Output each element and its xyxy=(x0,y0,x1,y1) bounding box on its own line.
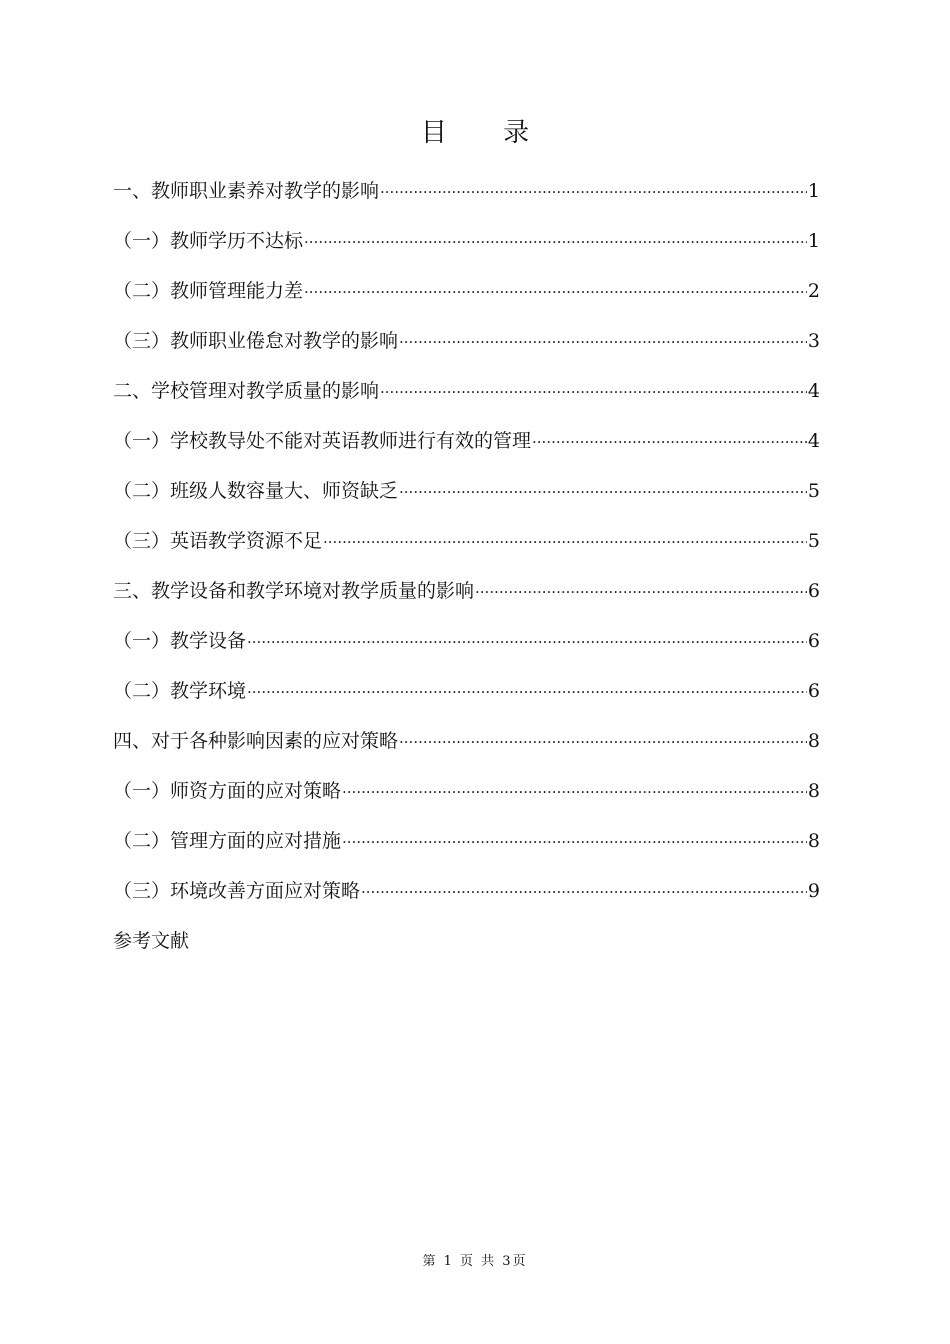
toc-page-number: 3 xyxy=(807,330,820,352)
toc-dot-leader xyxy=(380,179,807,205)
toc-dot-leader xyxy=(247,629,807,655)
toc-entry-text: 三、教学设备和教学环境对教学质量的影响 xyxy=(113,580,475,602)
toc-page-number: 8 xyxy=(807,830,820,852)
toc-dot-leader xyxy=(323,529,807,555)
toc-page-number: 4 xyxy=(807,380,820,402)
toc-page-number: 9 xyxy=(807,880,820,902)
toc-page-number: 8 xyxy=(807,780,820,802)
toc-dot-leader xyxy=(342,829,807,855)
toc-dot-leader xyxy=(342,779,807,805)
toc-dot-leader xyxy=(399,479,807,505)
toc-entry[interactable] xyxy=(113,228,820,278)
toc-entry[interactable] xyxy=(113,378,820,428)
toc-dot-leader xyxy=(304,279,807,305)
toc-entry-text: 四、对于各种影响因素的应对策略 xyxy=(113,730,399,752)
toc-entry[interactable] xyxy=(113,678,820,728)
toc-entry[interactable] xyxy=(113,828,820,878)
toc-page-number: 2 xyxy=(807,280,820,302)
toc-entry-text: 二、学校管理对教学质量的影响 xyxy=(113,380,380,402)
toc-entry[interactable] xyxy=(113,728,820,778)
toc-entry[interactable] xyxy=(113,878,820,928)
toc-dot-leader xyxy=(532,429,807,455)
toc-entry-text: （二）教学环境 xyxy=(113,680,247,702)
page-footer: 第 1 页 共 3页 xyxy=(422,1254,528,1269)
toc-page-number: 1 xyxy=(807,180,820,202)
toc-entry-text: （三）英语教学资源不足 xyxy=(113,530,323,552)
toc-entry-text: （一）师资方面的应对策略 xyxy=(113,780,342,802)
toc-dot-leader xyxy=(304,229,807,255)
toc-dot-leader xyxy=(380,379,807,405)
toc-entry-text: （一）教学设备 xyxy=(113,630,247,652)
toc-page-number: 4 xyxy=(807,430,820,452)
toc-entry[interactable] xyxy=(113,528,820,578)
toc-page-number: 5 xyxy=(807,480,820,502)
toc-entry-text: （二）班级人数容量大、师资缺乏 xyxy=(113,480,399,502)
toc-entry[interactable] xyxy=(113,778,820,828)
toc-entry[interactable] xyxy=(113,928,820,978)
toc-dot-leader xyxy=(247,679,807,705)
toc-entry[interactable] xyxy=(113,428,820,478)
toc-entry-text: （一）教师学历不达标 xyxy=(113,230,304,252)
toc-entry-text: （一）学校教导处不能对英语教师进行有效的管理 xyxy=(113,430,532,452)
toc-entry[interactable] xyxy=(113,178,820,228)
toc-entry[interactable] xyxy=(113,478,820,528)
page-title: 目 录 xyxy=(420,118,554,148)
toc-dot-leader xyxy=(475,579,807,605)
toc-entry-text: （三）环境改善方面应对策略 xyxy=(113,880,361,902)
toc-entry[interactable] xyxy=(113,278,820,328)
toc-entry[interactable] xyxy=(113,328,820,378)
toc-entry-text: （二）管理方面的应对措施 xyxy=(113,830,342,852)
toc-dot-leader xyxy=(399,329,807,355)
toc-page-number: 6 xyxy=(807,680,820,702)
toc-dot-leader xyxy=(399,729,807,755)
toc-page-number: 6 xyxy=(807,630,820,652)
table-of-contents xyxy=(113,178,820,978)
toc-entry-text: （三）教师职业倦怠对教学的影响 xyxy=(113,330,399,352)
toc-page-number: 5 xyxy=(807,530,820,552)
toc-entry[interactable] xyxy=(113,578,820,628)
toc-page-number: 1 xyxy=(807,230,820,252)
toc-page-number: 6 xyxy=(807,580,820,602)
toc-entry-text: 参考文献 xyxy=(113,930,190,952)
toc-entry-text: （二）教师管理能力差 xyxy=(113,280,304,302)
toc-page-number: 8 xyxy=(807,730,820,752)
toc-entry-text: 一、教师职业素养对教学的影响 xyxy=(113,180,380,202)
toc-entry[interactable] xyxy=(113,628,820,678)
toc-dot-leader xyxy=(361,879,807,905)
